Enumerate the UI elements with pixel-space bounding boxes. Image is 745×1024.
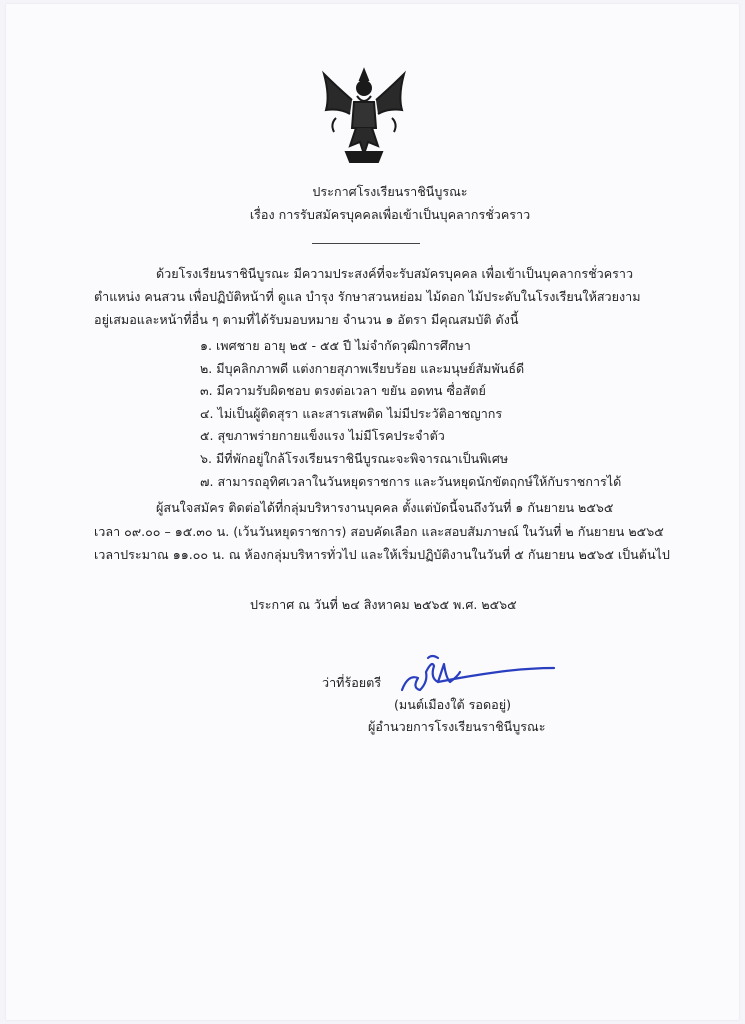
signer-rank: ว่าที่ร้อยตรี [322, 675, 382, 690]
announcement-subject: เรื่อง การรับสมัครบุคคลเพื่อเข้าเป็นบุคลากรชั่วคราว [249, 207, 531, 222]
signature [398, 652, 558, 700]
garuda-emblem-icon [316, 66, 412, 166]
list-item: ๑. เพศชาย อายุ ๒๕ - ๕๕ ปี ไม่จำกัดวุฒิการศึกษา [200, 338, 471, 353]
list-item: ๗. สามารถอุทิศเวลาในวันหยุดราชการ และวันหยุดนักขัตฤกษ์ให้กับราชการได้ [200, 473, 622, 489]
apply-line: เวลา ๐๙.๐๐ – ๑๕.๓๐ น. (เว้นวันหยุดราชการ) สอบคัดเลือก และสอบสัมภาษณ์ ในวันที่ ๒ กันยายน ๒๕๖๕ [94, 523, 664, 539]
intro-paragraph [94, 262, 674, 331]
signer-name: (มนต์เมืองใต้ รอดอยู่) [394, 697, 512, 712]
intro-line: อยู่เสมอและหน้าที่อื่น ๆ ตามที่ได้รับมอบหมาย จำนวน ๑ อัตรา มีคุณสมบัติ ดังนี้ [94, 312, 519, 327]
announcement-title: ประกาศโรงเรียนราชินีบูรณะ [312, 184, 468, 199]
intro-line: ด้วยโรงเรียนราชินีบูรณะ มีความประสงค์ที่จะรับสมัครบุคคล เพื่อเข้าเป็นบุคลากรชั่วคราว [156, 266, 634, 281]
title-divider [312, 243, 420, 244]
apply-paragraph [94, 496, 674, 567]
intro-line: ตำแหน่ง คนสวน เพื่อปฏิบัติหน้าที่ ดูแล บำรุง รักษาสวนหย่อม ไม้ดอก ไม้ประดับในโรงเรียนให้สวยงาม [94, 289, 641, 304]
list-item: ๔. ไม่เป็นผู้ติดสุรา และสารเสพติด ไม่มีประวัติอาชญากร [200, 405, 503, 421]
list-item: ๖. มีที่พักอยู่ใกล้โรงเรียนราชินีบูรณะจะพิจารณาเป็นพิเศษ [200, 450, 509, 466]
list-item: ๓. มีความรับผิดชอบ ตรงต่อเวลา ขยัน อดทน ซื่อสัตย์ [200, 383, 486, 399]
signer-position: ผู้อำนวยการโรงเรียนราชินีบูรณะ [368, 719, 546, 734]
apply-line: ผู้สนใจสมัคร ติดต่อได้ที่กลุ่มบริหารงานบุคคล ตั้งแต่บัดนี้จนถึงวันที่ ๑ กันยายน ๒๕๖๕ [156, 500, 614, 515]
qualifications-list [200, 335, 660, 493]
apply-line: เวลาประมาณ ๑๑.๐๐ น. ณ ห้องกลุ่มบริหารทั่วไป และให้เริ่มปฏิบัติงานในวันที่ ๕ กันยายน ๒๕๖๕ เป็นต้นไป [94, 547, 670, 562]
list-item: ๕. สุขภาพร่ายกายแข็งแรง ไม่มีโรคประจำตัว [200, 428, 445, 444]
announce-date: ประกาศ ณ วันที่ ๒๔ สิงหาคม ๒๕๖๕ พ.ศ. ๒๕๖๕ [250, 597, 517, 612]
list-item: ๒. มีบุคลิกภาพดี แต่งกายสุภาพเรียบร้อย และมนุษย์สัมพันธ์ดี [200, 360, 525, 376]
